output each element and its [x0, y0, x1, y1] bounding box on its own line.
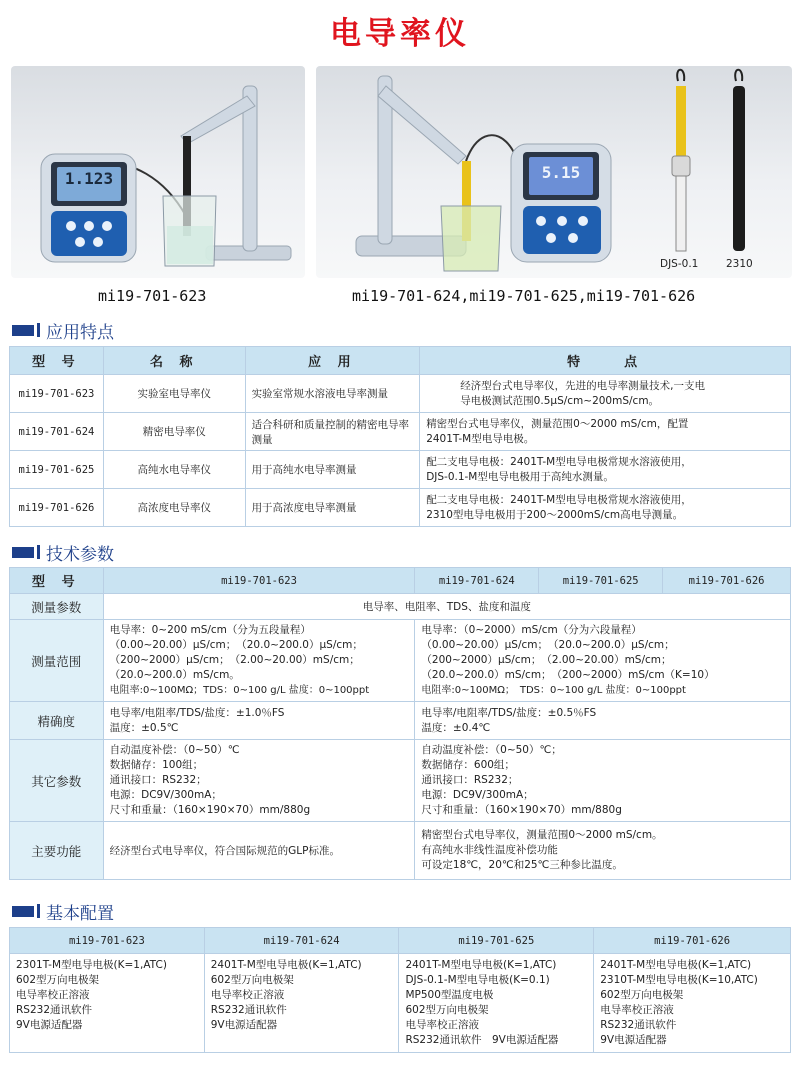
- section-heading-features: 应用特点: [12, 319, 114, 341]
- table-row: mi19-701-626 高浓度电导率仪 用于高浓度电导率测量 配二支电导电极：2401T-M型电导电极常规水溶液使用， 2310型电导电极用于200～2000mS/cm高电导测量。: [10, 489, 791, 527]
- table-row: mi19-701-623 实验室电导率仪 实验室常规水溶液电导率测量 经济型台式电导率仪，先进的电导率测量技术,一支电 导电极测试范围0.5μS/cm~200mS/cm。: [10, 375, 791, 413]
- photo-caption-left: mi19-701-623: [98, 287, 207, 305]
- table-row: mi19-701-624 精密电导率仪 适合科研和质量控制的精密电导率测量 精密型台式电导率仪，测量范围0～2000 mS/cm，配置 2401T-M型电导电极。: [10, 413, 791, 451]
- header-model: 型 号: [10, 568, 104, 594]
- features-table: [9, 346, 791, 527]
- table-row: 测量参数 电导率、电阻率、TDS、盐度和温度: [10, 594, 791, 620]
- header-name: 名 称: [103, 347, 245, 375]
- header-use: 应 用: [245, 347, 420, 375]
- product-photo-624-626: [316, 66, 792, 278]
- section-heading-specs: 技术参数: [12, 541, 114, 563]
- product-photo-623: [11, 66, 305, 278]
- header-feature: 特 点: [420, 347, 791, 375]
- table-row: 主要功能 经济型台式电导率仪，符合国际规范的GLP标准。 精密型台式电导率仪，测量范围0～2000 mS/cm。 有高纯水非线性温度补偿功能 可设定18℃，20℃和25℃三种参比温度。: [10, 822, 791, 880]
- electrode-label-djs: DJS-0.1: [660, 258, 699, 270]
- header-model: 型 号: [10, 347, 104, 375]
- page-title: 电导率仪: [330, 16, 470, 52]
- electrode-label-2310: 2310: [726, 258, 753, 270]
- meter-screen-value: 5.15: [541, 163, 581, 182]
- table-row: 2301T-M型电导电极(K=1,ATC) 602型万向电极架 电导率校正溶液 RS232通讯软件 9V电源适配器 2401T-M型电导电极(K=1,ATC) 602型万向电极架 电导率校正溶液 RS232通讯软件 9V电源适配器 2401T-M型电导电极(K=1,ATC) DJS-0.1-M型电导电极(K=0.1) MP500型温度电极 602型万向电极架 电导率校正溶液 RS232通讯软件 9V电源适配器 2401T-M型电导电极(K=1,ATC) 2310T-M型电导电极(K=10,ATC) 602型万向电极架 电导率校正溶液 RS232通讯软件 9V电源适配器: [10, 954, 791, 1053]
- config-table: mi19-701-623 mi19-701-624 mi19-701-625 mi19-701-626 2301T-M型电导电极(K=1,ATC) 602型万向电极架 电导率校正溶液 RS232通讯软件 9V电源适配器 2401T-M型电导电极(K=1,ATC) 602型万向电极架 电导率校正溶液 RS232通讯软件 9V电源适配器 2401T-M型电导电极(K=1,ATC) DJS-0.1-M型电导电极(K=0.1) MP500型温度电极 602型万向电极架 电导率校正溶液 RS232通讯软件 9V电源适配器 2401T-M型电导电极(K=1,ATC) 2310T-M型电导电极(K=10,ATC) 602型万向电极架 电导率校正溶液 RS232通讯软件 9V电源适配器: [9, 927, 791, 1053]
- meter-illustration: [11, 66, 305, 278]
- table-row: mi19-701-625 高纯水电导率仪 用于高纯水电导率测量 配二支电导电极：2401T-M型电导电极常规水溶液使用， DJS-0.1-M型电导电极用于高纯水测量。: [10, 451, 791, 489]
- photo-caption-right: mi19-701-624,mi19-701-625,mi19-701-626: [352, 287, 696, 305]
- specs-table: 型 号 mi19-701-623 mi19-701-624 mi19-701-625 mi19-701-626 测量参数 电导率、电阻率、TDS、盐度和温度 测量范围 电导率：0~200 mS/cm（分为五段量程） （0.00~20.00）μS/cm； （20.0~200.0）μS/cm； （200~2000）μS/cm； （2.00~20.00）mS/cm； （20.0~200.0）mS/cm。 电阻率:0~100MΩ；TDS：0~100 g/L 盐度：0~100ppt 电导率：（0~2000）mS/cm（分为六段量程） （0.00~20.00）μS/cm； （20.0~200.0）μS/cm； （200~2000）μS/cm； （2.00~20.00）mS/cm； （20.0~200.0）mS/cm； （200~2000）mS/cm（K=10） 电阻率:0~100MΩ； TDS：0~100 g/L 盐度：0~100ppt 精确度 电导率/电阻率/TDS/盐度：±1.0％FS 温度：±0.5℃ 电导率/电阻率/TDS/盐度：±0.5％FS 温度：±0.4℃ 其它参数 自动温度补偿：（0~50）℃ 数据储存：100组； 通讯接口：RS232； 电源：DC9V/300mA； 尺寸和重量：（160×190×70）mm/880g 自动温度补偿：（0~50）℃； 数据储存：600组； 通讯接口：RS232； 电源：DC9V/300mA； 尺寸和重量：（160×190×70）mm/880g 主要功能 经济型台式电导率仪，符合国际规范的GLP标准。 精密型台式电导率仪，测量范围0～2000 mS/cm。 有高纯水非线性温度补偿功能 可设定18℃，20℃和25℃三种参比温度。: [9, 567, 791, 880]
- meter-screen-value: 1.123: [64, 169, 114, 188]
- table-row: 精确度 电导率/电阻率/TDS/盐度：±1.0％FS 温度：±0.5℃ 电导率/电阻率/TDS/盐度：±0.5％FS 温度：±0.4℃: [10, 702, 791, 740]
- table-row: 测量范围 电导率：0~200 mS/cm（分为五段量程） （0.00~20.00）μS/cm； （20.0~200.0）μS/cm； （200~2000）μS/cm； （2.00~20.00）mS/cm； （20.0~200.0）mS/cm。 电阻率:0~100MΩ；TDS：0~100 g/L 盐度：0~100ppt 电导率：（0~2000）mS/cm（分为六段量程） （0.00~20.00）μS/cm； （20.0~200.0）μS/cm； （200~2000）μS/cm； （2.00~20.00）mS/cm； （20.0~200.0）mS/cm； （200~2000）mS/cm（K=10） 电阻率:0~100MΩ； TDS：0~100 g/L 盐度：0~100ppt: [10, 620, 791, 702]
- table-row: 其它参数 自动温度补偿：（0~50）℃ 数据储存：100组； 通讯接口：RS232； 电源：DC9V/300mA； 尺寸和重量：（160×190×70）mm/880g 自动温度补偿：（0~50）℃； 数据储存：600组； 通讯接口：RS232； 电源：DC9V/300mA； 尺寸和重量：（160×190×70）mm/880g: [10, 740, 791, 822]
- section-heading-config: 基本配置: [12, 900, 114, 922]
